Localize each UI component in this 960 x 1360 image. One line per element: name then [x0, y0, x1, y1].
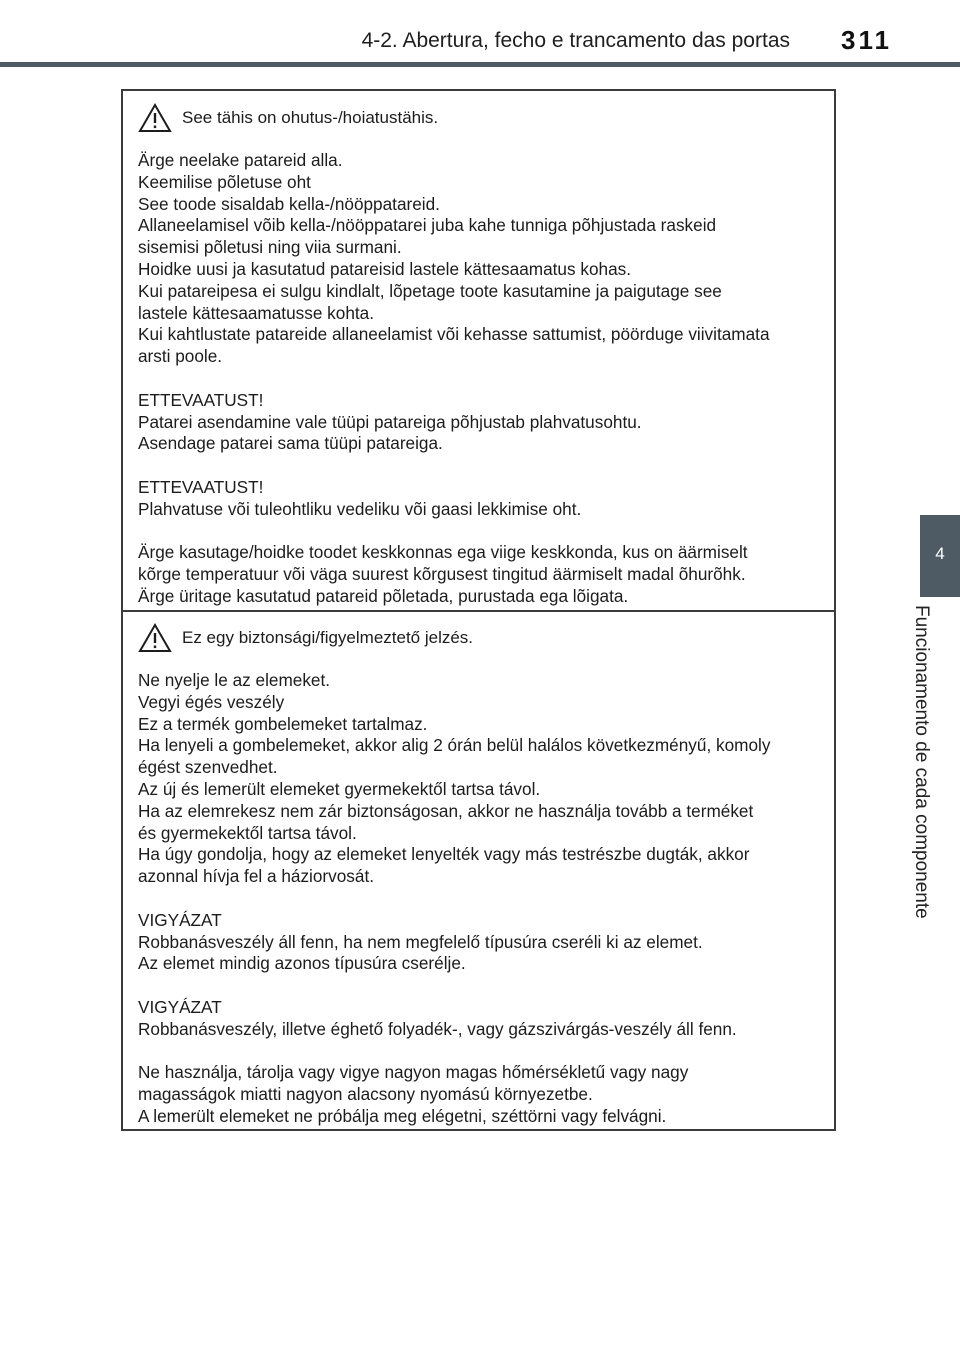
warning-text	[138, 150, 824, 608]
page-header	[0, 0, 960, 70]
symbol-description: Ez egy biztonsági/figyelmeztető jelzés.	[182, 628, 474, 648]
text-line: Hoidke uusi ja kasutatud patareisid lastele kättesaamatus kohas.	[138, 258, 631, 279]
text-line: azonnal hívja fel a háziorvosát.	[138, 866, 374, 887]
text-line: Ne használja, tárolja vagy vigye nagyon magas hőmérsékletű vagy nagy	[138, 1062, 689, 1083]
text-line: Ez a termék gombelemeket tartalmaz.	[138, 713, 428, 734]
text-line: égést szenvedhet.	[138, 757, 278, 778]
symbol-row	[138, 624, 824, 652]
estonian-warning-panel	[138, 104, 824, 608]
battery-warning-box	[121, 89, 836, 1131]
text-line: Az elemet mindig azonos típusúra cserélje.	[138, 953, 466, 974]
text-line: ETTEVAATUST!	[138, 389, 264, 410]
paragraph-gap	[138, 975, 824, 997]
chapter-tab	[920, 515, 960, 597]
text-line: ETTEVAATUST!	[138, 476, 264, 497]
text-line: Vegyi égés veszély	[138, 691, 285, 712]
header-rule	[0, 62, 960, 67]
hungarian-warning-panel	[138, 624, 824, 1128]
text-line: Ne nyelje le az elemeket.	[138, 670, 331, 690]
warning-triangle-icon	[138, 103, 172, 133]
text-line: See toode sisaldab kella-/nööppatareid.	[138, 193, 440, 214]
page-number: 311	[841, 25, 892, 55]
text-line: Robbanásveszély áll fenn, ha nem megfelelő típusúra cseréli ki az elemet.	[138, 931, 703, 952]
text-line: Ha az elemrekesz nem zár biztonságosan, akkor ne használja tovább a terméket	[138, 800, 754, 821]
paragraph-gap	[138, 1041, 824, 1063]
text-line: Keemilise põletuse oht	[138, 171, 311, 192]
text-line: VIGYÁZAT	[138, 996, 222, 1017]
text-line: Kui patareipesa ei sulgu kindlalt, lõpetage toote kasutamine ja paigutage see	[138, 280, 722, 301]
text-line: Patarei asendamine vale tüüpi patareiga põhjustab plahvatusohtu.	[138, 411, 642, 432]
text-line: arsti poole.	[138, 346, 223, 367]
paragraph-gap	[138, 455, 824, 477]
symbol-description: See tähis on ohutus-/hoiatustähis.	[182, 108, 439, 128]
text-line: magasságok miatti nagyon alacsony nyomású környezetbe.	[138, 1084, 593, 1105]
text-line: Az új és lemerült elemeket gyermekektől tartsa távol.	[138, 778, 541, 799]
text-line: A lemerült elemeket ne próbálja meg elégetni, széttörni vagy felvágni.	[138, 1105, 667, 1126]
text-line: Plahvatuse või tuleohtliku vedeliku või gaasi lekkimise oht.	[138, 498, 582, 519]
text-line: sisemisi põletusi ning viia surmani.	[138, 237, 402, 258]
text-line: Kui kahtlustate patareide allaneelamist või kehasse sattumist, pöörduge viivitamata	[138, 324, 770, 345]
text-line: Ärge neelake patareid alla.	[138, 150, 343, 170]
paragraph-gap	[138, 521, 824, 543]
text-line: Ha úgy gondolja, hogy az elemeket lenyelték vagy más testrészbe dugták, akkor	[138, 844, 750, 865]
chapter-number: 4	[935, 544, 945, 563]
symbol-row	[138, 104, 824, 132]
text-line: lastele kättesaamatusse kohta.	[138, 302, 374, 323]
warning-triangle-icon	[138, 623, 172, 653]
paragraph-gap	[138, 368, 824, 390]
text-line: Allaneelamisel võib kella-/nööppatarei juba kahe tunniga põhjustada raskeid	[138, 215, 717, 236]
panel-divider	[123, 610, 834, 612]
text-line: és gyermekektől tartsa távol.	[138, 822, 357, 843]
text-line: kõrge temperatuur või väga suurest kõrgusest tingitud äärmiselt madal õhurõhk.	[138, 564, 746, 585]
text-line: Ärge üritage kasutatud patareid põletada, purustada ega lõigata.	[138, 585, 629, 606]
text-line: Ärge kasutage/hoidke toodet keskkonnas ega viige keskkonda, kus on äärmiselt	[138, 542, 748, 563]
section-title: 4-2. Abertura, fecho e trancamento das portas	[361, 29, 790, 52]
warning-text	[138, 670, 824, 1128]
text-line: Ha lenyeli a gombelemeket, akkor alig 2 órán belül halálos következményű, komoly	[138, 735, 771, 756]
text-line: Asendage patarei sama tüüpi patareiga.	[138, 433, 443, 454]
paragraph-gap	[138, 888, 824, 910]
chapter-label: Funcionamento de cada componente	[911, 605, 932, 919]
text-line: VIGYÁZAT	[138, 909, 222, 930]
text-line: Robbanásveszély, illetve éghető folyadék-, vagy gázszivárgás-veszély áll fenn.	[138, 1018, 737, 1039]
